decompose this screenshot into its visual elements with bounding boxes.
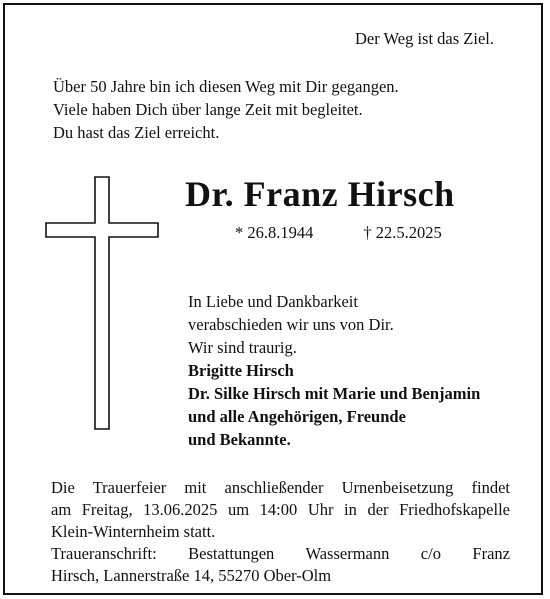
service-info [51, 477, 510, 587]
death-date: † 22.5.2025 [363, 223, 442, 242]
mourner-line: Brigitte Hirsch [188, 361, 294, 380]
farewell-message [188, 290, 480, 451]
deceased-name: Dr. Franz Hirsch [185, 174, 455, 214]
info-line: Klein-Winternheim statt. [51, 522, 216, 541]
message-line: Wir sind traurig. [188, 338, 297, 357]
poem [53, 75, 399, 144]
info-line: Hirsch, Lannerstraße 14, 55270 Ober-Olm [51, 566, 332, 585]
message-line: In Liebe und Dankbarkeit [188, 292, 358, 311]
poem-line: Du hast das Ziel erreicht. [53, 123, 220, 142]
poem-line: Viele haben Dich über lange Zeit mit begleitet. [53, 100, 363, 119]
info-line: Traueranschrift: Bestattungen Wassermann c/o Franz [51, 544, 510, 563]
mourner-line: Dr. Silke Hirsch mit Marie und Benjamin [188, 384, 481, 403]
life-dates [235, 222, 442, 244]
poem-line: Über 50 Jahre bin ich diesen Weg mit Dir gegangen. [53, 77, 399, 96]
birth-date: * 26.8.1944 [235, 223, 314, 242]
cross-icon [45, 176, 159, 430]
obituary-frame [3, 3, 543, 595]
motto: Der Weg ist das Ziel. [354, 29, 494, 48]
message-line: verabschieden wir uns von Dir. [188, 315, 394, 334]
info-line: Die Trauerfeier mit anschließender Urnenbeisetzung findet [51, 478, 510, 497]
mourner-line: und alle Angehörigen, Freunde [188, 407, 406, 426]
mourner-line: und Bekannte. [188, 430, 291, 449]
info-line: am Freitag, 13.06.2025 um 14:00 Uhr in der Friedhofskapelle [51, 500, 510, 519]
